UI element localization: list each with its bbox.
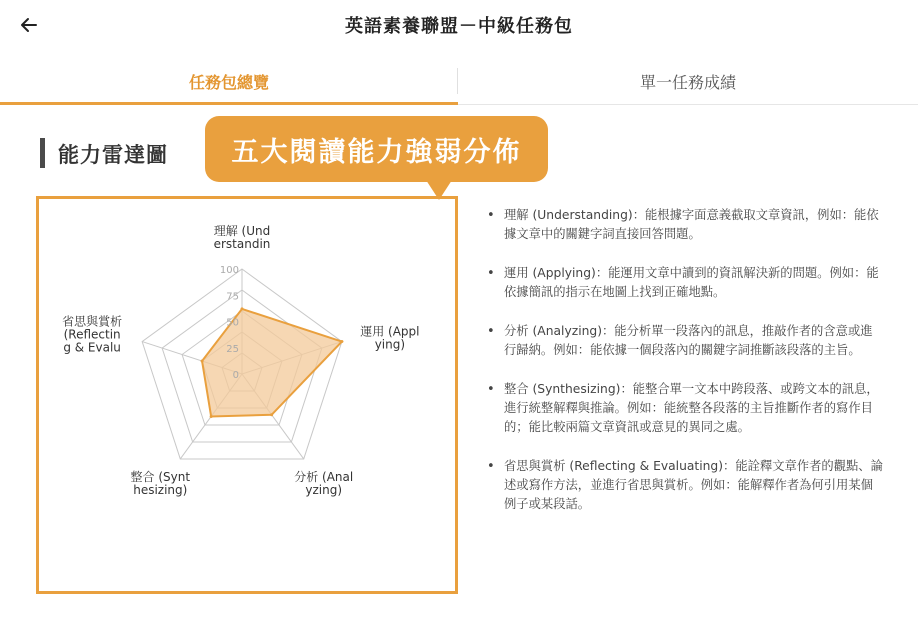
radar-tick-label: 25 xyxy=(226,343,239,355)
radar-data-point-2 xyxy=(270,413,273,416)
radar-chart-frame xyxy=(36,196,458,594)
radar-data-point-3 xyxy=(210,415,213,418)
radar-tick-label: 0 xyxy=(232,370,239,381)
description-applying: • 運用 (Applying)：能運用文章中讀到的資訊解決新的問題。例如：能依據簡訊的指示在地圖上找到正確地點。 xyxy=(484,264,884,302)
radar-chart xyxy=(39,199,455,591)
description-reflecting: • 省思與賞析 (Reflecting & Evaluating)：能詮釋文章作者的觀點、論述或寫作方法，並進行省思與賞析。例如：能解釋作者為何引用某個例子或某段話。 xyxy=(484,457,884,514)
radar-tick-label: 50 xyxy=(226,317,239,329)
callout-bubble: 五大閱讀能力強弱分佈 xyxy=(205,116,548,182)
radar-axis-label: 理解 (Und erstandin xyxy=(213,224,271,251)
radar-axis-label: 整合 (Synt hesizing) xyxy=(130,469,191,497)
section-title: 能力雷達圖 xyxy=(58,143,168,167)
ability-description-list xyxy=(484,206,884,534)
description-synthesizing: • 整合 (Synthesizing)：能整合單一文本中跨段落、或跨文本的訊息，進行統整解釋與推論。例如：能統整各段落的主旨推斷作者的寫作目的；能比較兩篇文章資訊或意見的異同之處。 xyxy=(484,380,884,437)
section-title-bar xyxy=(40,138,45,168)
description-analyzing: • 分析 (Analyzing)：能分析單一段落內的訊息，推敲作者的含意或進行歸納。例如：能依據一個段落內的關鍵字詞推斷該段落的主旨。 xyxy=(484,322,884,360)
app-header xyxy=(0,0,918,50)
radar-data-point-0 xyxy=(241,307,244,310)
page-title: 英語素養聯盟－中級任務包 xyxy=(345,16,573,37)
tab-overview[interactable]: 任務包總覽 xyxy=(188,72,269,92)
radar-data-point-4 xyxy=(201,360,204,363)
radar-tick-label: 75 xyxy=(226,291,239,303)
radar-tick-label: 100 xyxy=(219,265,239,276)
radar-axis-label: 省思與賞析(Reflectin g & Evalu xyxy=(62,314,123,355)
radar-axis-label: 運用 (Appl ying) xyxy=(360,324,420,352)
tab-divider xyxy=(457,68,458,94)
description-understanding: • 理解 (Understanding)：能根據字面意義截取文章資訊，例如：能依據文章中的關鍵字詞直接回答問題。 xyxy=(484,206,884,244)
radar-axis-label: 分析 (Anal yzing) xyxy=(294,469,354,497)
tab-single-task-scores[interactable]: 單一任務成績 xyxy=(639,72,736,92)
active-tab-indicator xyxy=(0,102,458,105)
tab-bar xyxy=(0,58,918,105)
radar-data-point-1 xyxy=(340,340,343,343)
